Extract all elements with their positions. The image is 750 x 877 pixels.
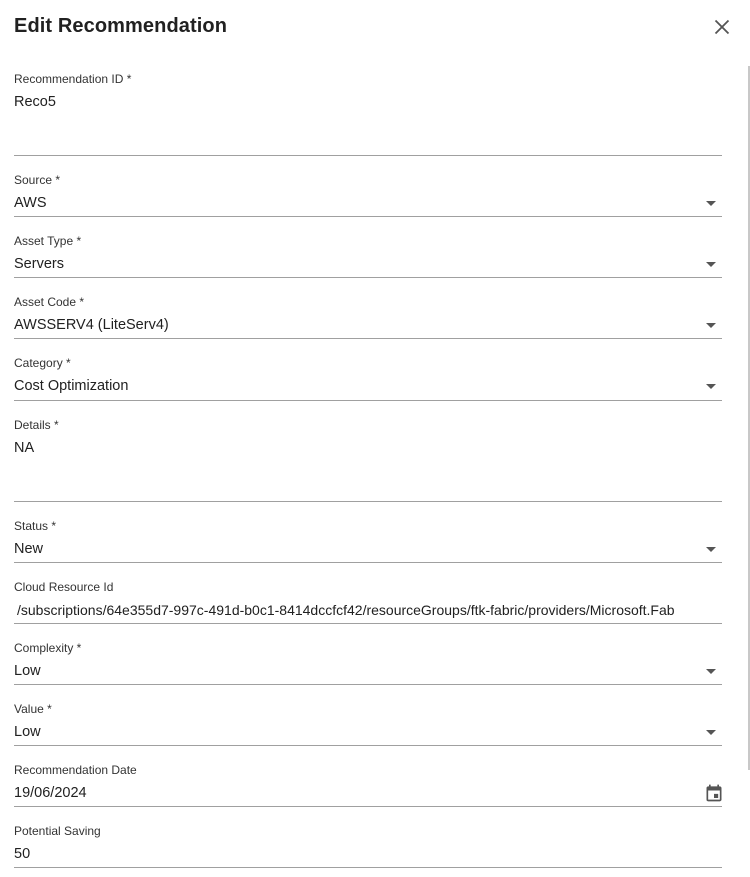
asset-code-value[interactable]: AWSSERV4 (LiteServ4): [14, 317, 169, 333]
asset-code-label: Asset Code *: [14, 295, 85, 309]
recommendation-date-underline: [14, 806, 722, 807]
potential-saving-input[interactable]: 50: [14, 846, 31, 862]
complexity-label: Complexity *: [14, 641, 82, 655]
recommendation-id-input[interactable]: Reco5: [14, 94, 56, 110]
chevron-down-icon[interactable]: [706, 323, 716, 328]
complexity-value[interactable]: Low: [14, 663, 41, 679]
category-select[interactable]: [14, 356, 722, 401]
value-select[interactable]: [14, 702, 722, 746]
cloud-resource-id-field[interactable]: [14, 580, 722, 624]
chevron-down-icon[interactable]: [706, 201, 716, 206]
category-value[interactable]: Cost Optimization: [14, 378, 129, 394]
cloud-resource-id-input[interactable]: /subscriptions/64e355d7-997c-491d-b0c1-8414dccfcf42/resourceGroups/ftk-fabric/providers/Microsoft.Fab: [17, 602, 675, 618]
dialog-title: Edit Recommendation: [14, 15, 228, 37]
cloud-resource-id-label: Cloud Resource Id: [14, 580, 114, 594]
chevron-down-icon[interactable]: [706, 669, 716, 674]
close-button[interactable]: [710, 15, 734, 39]
asset-type-underline: [14, 277, 722, 278]
cloud-resource-id-underline: [14, 623, 722, 624]
close-icon: [714, 19, 730, 35]
recommendation-id-label: Recommendation ID *: [14, 72, 132, 86]
value-value[interactable]: Low: [14, 724, 41, 740]
chevron-down-icon[interactable]: [706, 384, 716, 389]
potential-saving-label: Potential Saving: [14, 824, 101, 838]
recommendation-id-field[interactable]: [14, 72, 722, 156]
details-input[interactable]: NA: [14, 440, 35, 456]
details-label: Details *: [14, 418, 59, 432]
complexity-select[interactable]: [14, 641, 722, 685]
value-label: Value *: [14, 702, 52, 716]
asset-type-label: Asset Type *: [14, 234, 82, 248]
source-label: Source *: [14, 173, 61, 187]
chevron-down-icon[interactable]: [706, 547, 716, 552]
chevron-down-icon[interactable]: [706, 262, 716, 267]
asset-type-value[interactable]: Servers: [14, 256, 64, 272]
chevron-down-icon[interactable]: [706, 730, 716, 735]
recommendation-date-field[interactable]: [14, 763, 722, 807]
recommendation-date-label: Recommendation Date: [14, 763, 137, 777]
calendar-icon[interactable]: [704, 783, 724, 803]
source-select[interactable]: [14, 173, 722, 217]
recommendation-date-input[interactable]: 19/06/2024: [14, 785, 87, 801]
status-label: Status *: [14, 519, 57, 533]
value-underline: [14, 745, 722, 746]
status-select[interactable]: [14, 519, 722, 563]
source-value[interactable]: AWS: [14, 195, 47, 211]
details-underline: [14, 501, 722, 502]
category-underline: [14, 400, 722, 401]
recommendation-id-underline: [14, 155, 722, 156]
potential-saving-field[interactable]: [14, 824, 722, 868]
asset-code-select[interactable]: [14, 295, 722, 339]
details-field[interactable]: [14, 418, 722, 502]
status-value[interactable]: New: [14, 541, 44, 557]
status-underline: [14, 562, 722, 563]
potential-saving-underline: [14, 867, 722, 868]
category-label: Category *: [14, 356, 71, 370]
complexity-underline: [14, 684, 722, 685]
asset-code-underline: [14, 338, 722, 339]
asset-type-select[interactable]: [14, 234, 722, 278]
source-underline: [14, 216, 722, 217]
